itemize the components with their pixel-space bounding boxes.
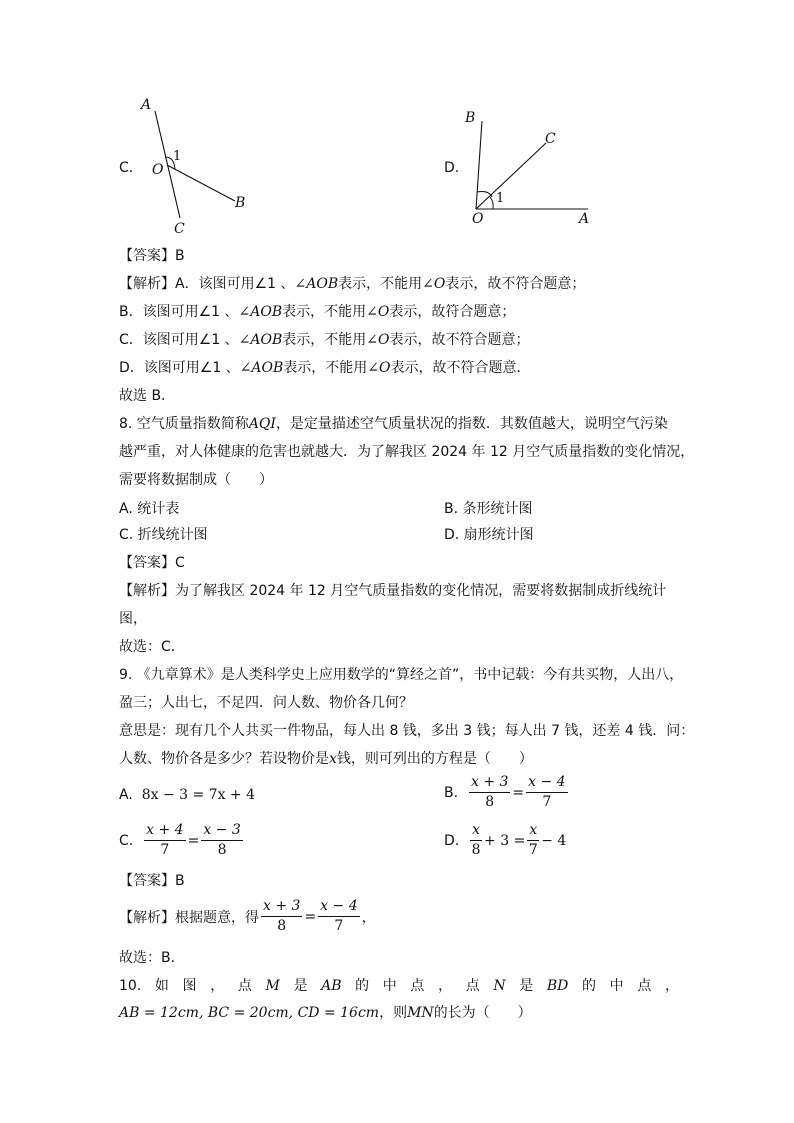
fraction: $\frac{x}{7}$ (528, 822, 538, 858)
option-c-label: C. (119, 160, 134, 176)
q7-analysis-line-c: C．该图可用∠1 、∠AOB表示，不能用∠O表示，故不符合题意； (119, 332, 530, 348)
q9-conclusion: 故选：B． (119, 950, 185, 966)
point-a-label: A (579, 211, 590, 227)
angle-1-label: 1 (496, 191, 505, 206)
answer-value: C (175, 555, 185, 571)
answer-tag: 【答案】 (119, 248, 175, 264)
q9-option-a: A. 8x − 3 = 7x + 4 (119, 787, 255, 803)
fraction: $\frac{x - 4}{7}$ (528, 774, 566, 810)
q9-stem-line-1: 9. 《九章算术》是人类科学史上应用数学的“算经之首”，书中记载：今有共买物，人出八， (119, 667, 684, 683)
q9-option-b: B. $\frac{x + 3}{8}$ = $\frac{x - 4}{7}$ (444, 774, 566, 810)
fraction: $\frac{x + 4}{7}$ (146, 822, 184, 858)
fraction: $\frac{x}{8}$ (471, 822, 481, 858)
angle-1-label: 1 (173, 149, 182, 164)
q8-stem-line-1: 8. 空气质量指数简称AQI，是定量描述空气质量状况的指数．其数值越大，说明空气污染 (119, 416, 668, 432)
point-o-label: O (472, 211, 484, 227)
q9-option-c: C. $\frac{x + 4}{7}$ = $\frac{x - 3}{8}$ (119, 822, 241, 858)
point-b-label: B (465, 110, 476, 126)
q8-option-b: B. 条形统计图 (444, 501, 533, 517)
point-b-label: B (235, 195, 246, 211)
q8-analysis-line-1: 【解析】为了解我区 2024 年 12 月空气质量指数的变化情况，需要将数据制成折线统计 (119, 583, 667, 599)
analysis-tag: 【解析】 (119, 276, 175, 292)
answer-value: B (175, 873, 185, 889)
q9-analysis: 【解析】 根据题意，得 $\frac{x + 3}{8}$ = $\frac{x - 4}{7}$ ， (119, 898, 376, 934)
q7-analysis-line-b: B．该图可用∠1 、∠AOB表示，不能用∠O表示，故符合题意； (119, 304, 516, 320)
q10-stem-line-2: AB = 12cm, BC = 20cm, CD = 16cm，则MN的长为（ ） (119, 1005, 532, 1021)
figure-c-diagram (135, 95, 260, 240)
answer-value: B (175, 248, 185, 264)
q9-answer (119, 871, 185, 891)
q10-stem-line-1: 10. 如 图 ， 点 M 是 AB 的 中 点 ， 点 N 是 BD 的 中 点 ， (119, 978, 679, 994)
given-lengths: AB = 12cm, BC = 20cm, CD = 16cm (119, 1005, 380, 1021)
q8-stem-line-2: 越严重，对人体健康的危害也就越大．为了解我区 2024 年 12 月空气质量指数的变化情况， (119, 444, 695, 460)
point-o-label: O (152, 162, 164, 178)
q8-conclusion: 故选：C． (119, 639, 185, 655)
q8-option-a: A. 统计表 (119, 501, 180, 517)
q9-stem-line-2: 盈三；人出七，不足四．问人数、物价各几何？ (119, 695, 413, 711)
fraction: $\frac{x - 4}{7}$ (320, 898, 358, 934)
fraction: $\frac{x - 3}{8}$ (203, 822, 241, 858)
figure-d-diagram (462, 105, 602, 230)
q7-analysis-line-a: 【解析】A．该图可用∠1 、∠AOB表示，不能用∠O表示，故不符合题意； (119, 276, 586, 292)
aqi-term: AQI (248, 416, 276, 432)
q7-answer (119, 246, 185, 266)
q8-stem-line-3: 需要将数据制成（ ） (119, 472, 273, 488)
q9-stem-line-3: 意思是：现有几个人共买一件物品，每人出 8 钱，多出 3 钱；每人出 7 钱，还差 4 钱．问： (119, 723, 695, 739)
q8-answer (119, 553, 185, 573)
analysis-tag: 【解析】 (119, 909, 175, 926)
answer-tag: 【答案】 (119, 873, 175, 889)
point-a-label: A (141, 97, 152, 113)
q9-stem-line-4: 人数、物价各是多少？若设物价是x钱，则可列出的方程是（ ） (119, 751, 533, 767)
q8-option-d: D. 扇形统计图 (444, 527, 534, 543)
q7-conclusion: 故选 B． (119, 388, 176, 404)
equation: 8x − 3 = 7x + 4 (141, 787, 255, 803)
answer-tag: 【答案】 (119, 555, 175, 571)
q7-analysis-line-d: D．该图可用∠1 、∠AOB表示，不能用∠O表示，故不符合题意． (119, 360, 531, 376)
q8-option-c: C. 折线统计图 (119, 527, 208, 543)
q9-option-d: D. $\frac{x}{8}$ + 3 = $\frac{x}{7}$ − 4 (444, 822, 567, 858)
fraction: $\frac{x + 3}{8}$ (470, 774, 509, 810)
point-c-label: C (174, 221, 185, 237)
fraction: $\frac{x + 3}{8}$ (263, 898, 301, 934)
point-c-label: C (545, 131, 556, 147)
option-d-label: D. (444, 160, 460, 176)
analysis-tag: 【解析】 (119, 583, 175, 599)
q8-analysis-line-2: 图， (119, 611, 147, 627)
